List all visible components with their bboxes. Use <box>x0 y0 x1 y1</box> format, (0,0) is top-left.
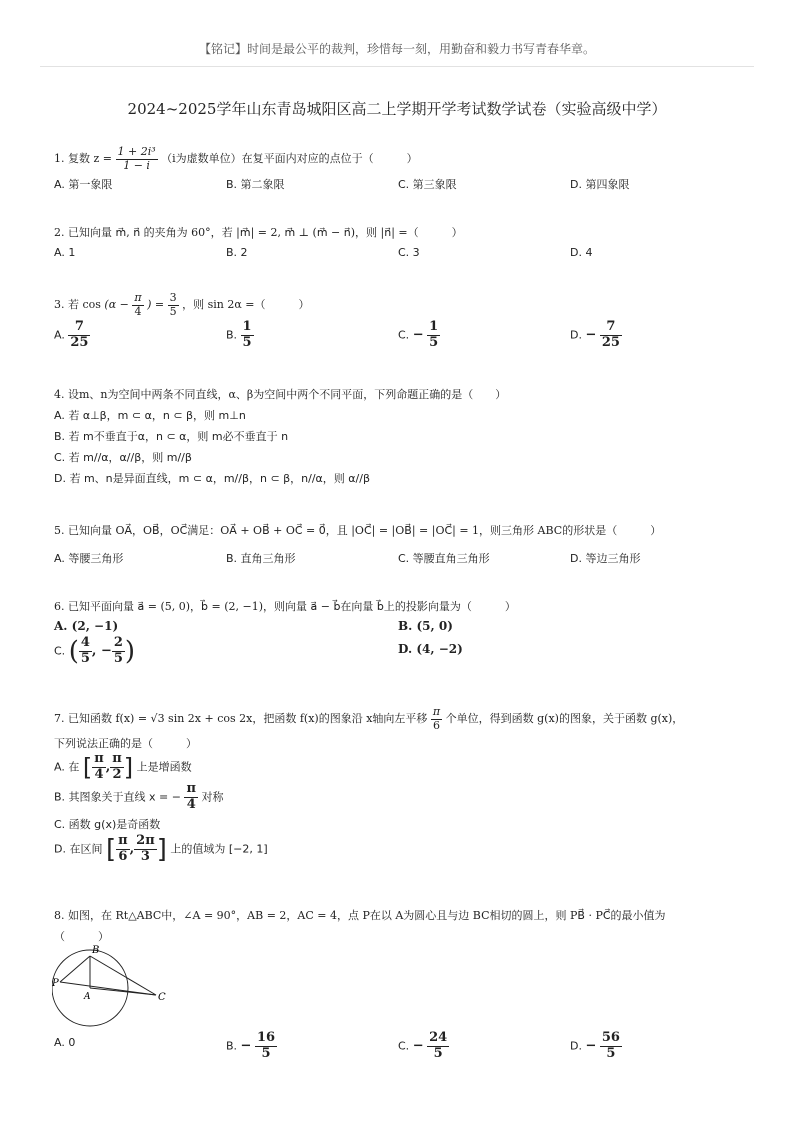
q3-option-b[interactable]: B. $\frac{1}{5}$ <box>226 319 252 350</box>
q7-option-d[interactable]: D. 在区间 [ $\frac{\pi}{6}$ , $\frac{2\pi}{3}$ ] 上的值域为 [−2, 1] <box>54 833 268 865</box>
question-1-stem: 1. 复数 z = $\frac{\text{1 + 2i³}}{1 - i}$ （i为虚数单位）在复平面内对应的点位于（ ） <box>54 145 418 172</box>
q8-option-d[interactable]: D. − $\frac{56}{5}$ <box>570 1030 620 1061</box>
q4-option-a[interactable]: A. 若 α⊥β，m ⊂ α，n ⊂ β，则 m⊥n <box>54 409 246 422</box>
header-divider <box>40 66 754 67</box>
q2-option-d[interactable]: D. 4 <box>570 246 593 259</box>
question-7-stem: 7. 已知函数 f(x) = √3 sin 2x + cos 2x，把函数 f(x)的图象沿 x轴向左平移 $\frac{\pi}{6}$ 个单位，得到函数 g(x)的图象，关于函数 g(x)， <box>54 705 684 732</box>
question-2-stem: 2. 已知向量 m⃗, n⃗ 的夹角为 60°，若 |m⃗| = 2, m⃗ ⊥ (m⃗ − n⃗)，则 |n⃗| =（ ） <box>54 226 463 239</box>
q6-option-c[interactable]: C. ( $\frac{4}{5}$ , − $\frac{2}{5}$ ) <box>54 635 136 667</box>
q7-option-c[interactable]: C. 函数 g(x)是奇函数 <box>54 818 161 831</box>
question-4-stem: 4. 设m、n为空间中两条不同直线，α、β为空间中两个不同平面，下列命题正确的是（ ） <box>54 388 507 401</box>
page-title: 2024~2025学年山东青岛城阳区高二上学期开学考试数学试卷（实验高级中学） <box>127 100 667 118</box>
header-motto: 【铭记】时间是最公平的裁判，珍惜每一刻，用勤奋和毅力书写青春华章。 <box>198 42 595 56</box>
q3-option-d[interactable]: D. − $\frac{7}{25}$ <box>570 319 620 350</box>
q4-option-b[interactable]: B. 若 m不垂直于α，n ⊂ α，则 m必不垂直于 n <box>54 430 289 443</box>
q6-option-d[interactable]: D. (4, −2) <box>398 642 463 656</box>
q3-option-c[interactable]: C. − $\frac{1}{5}$ <box>398 319 439 350</box>
label-c: C <box>158 992 166 1003</box>
q5-option-a[interactable]: A. 等腰三角形 <box>54 552 124 565</box>
q4-option-c[interactable]: C. 若 m//α，α//β，则 m//β <box>54 451 192 464</box>
q5-option-c[interactable]: C. 等腰直角三角形 <box>398 552 490 565</box>
segment-pc <box>60 982 156 995</box>
q1-fraction: $\frac{\text{1 + 2i³}}{1 - i}$ <box>117 145 156 172</box>
q7-option-a[interactable]: A. 在 [ $\frac{\pi}{4}$ , $\frac{\pi}{2}$ ] 上是增函数 <box>54 751 192 782</box>
q1-option-c[interactable]: C. 第三象限 <box>398 178 457 191</box>
q1-option-d[interactable]: D. 第四象限 <box>570 178 630 191</box>
q5-option-d[interactable]: D. 等边三角形 <box>570 552 641 565</box>
question-6-stem: 6. 已知平面向量 a⃗ = (5, 0)，b⃗ = (2, −1)，则向量 a⃗ − b⃗在向量 b⃗上的投影向量为（ ） <box>54 600 516 613</box>
q8-triangle-figure <box>52 944 182 1036</box>
q2-option-b[interactable]: B. 2 <box>226 246 248 259</box>
q7-option-b[interactable]: B. 其图象关于直线 x = − $\frac{\pi}{4}$ 对称 <box>54 781 224 812</box>
question-8-stem: 8. 如图，在 Rt△ABC中，∠A = 90°，AB = 2，AC = 4，点 P在以 A为圆心且与边 BC相切的圆上，则 PB⃗ · PC⃗的最小值为 <box>54 909 666 922</box>
q6-option-a[interactable]: A. (2, −1) <box>54 619 119 633</box>
question-5-stem: 5. 已知向量 OA⃗，OB⃗，OC⃗满足：OA⃗ + OB⃗ + OC⃗ = 0⃗，且 |OC⃗| = |OB⃗| = |OC⃗| = 1，则三角形 ABC的形状是（ ） <box>54 524 662 537</box>
q3-option-a[interactable]: A. $\frac{7}{25}$ <box>54 319 89 350</box>
question-7-stem-line2: 下列说法正确的是（ ） <box>54 737 197 750</box>
label-b: B <box>92 945 100 956</box>
q2-option-c[interactable]: C. 3 <box>398 246 420 259</box>
q1-option-b[interactable]: B. 第二象限 <box>226 178 285 191</box>
q1-option-a[interactable]: A. 第一象限 <box>54 178 113 191</box>
q8-option-b[interactable]: B. − $\frac{16}{5}$ <box>226 1030 276 1061</box>
q6-option-b[interactable]: B. (5, 0) <box>398 619 453 633</box>
q8-option-a[interactable]: A. 0 <box>54 1036 76 1049</box>
q2-option-a[interactable]: A. 1 <box>54 246 76 259</box>
label-a: A <box>84 992 91 1002</box>
q8-option-c[interactable]: C. − $\frac{24}{5}$ <box>398 1030 448 1061</box>
label-p: P <box>52 978 59 989</box>
question-8-stem-line2: （ ） <box>54 930 109 943</box>
question-3-stem: 3. 若 cos (α − $\frac{\pi}{4}$ ) = $\frac{3}{5}$ ，则 sin 2α =（ ） <box>54 291 310 318</box>
q5-option-b[interactable]: B. 直角三角形 <box>226 552 296 565</box>
q4-option-d[interactable]: D. 若 m、n是异面直线，m ⊂ α，m//β，n ⊂ β，n//α，则 α//β <box>54 472 370 485</box>
